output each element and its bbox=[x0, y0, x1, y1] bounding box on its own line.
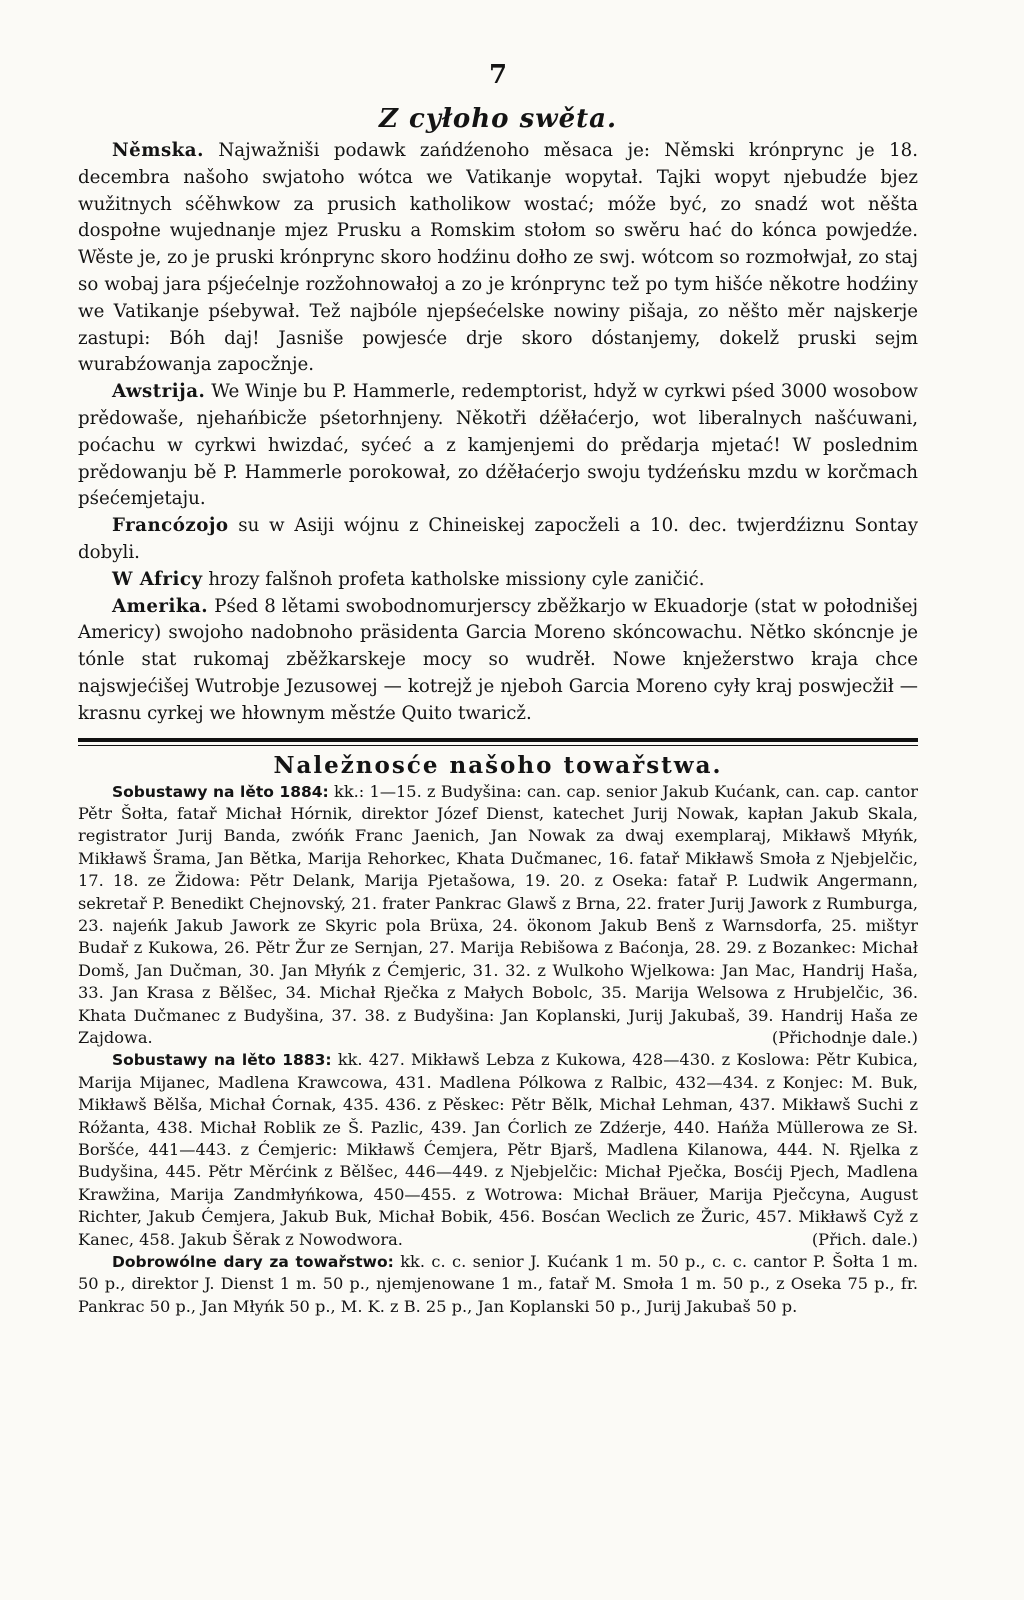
society-section bbox=[78, 1049, 918, 1251]
news-lead: Němska. bbox=[112, 140, 204, 161]
news-text: Pśed 8 lětami swobodnomurjerscy zběžkarjo w Ekuadorje (stat w połodnišej Americy) swojoho nadobnoho präsidenta Garcia Moreno skóncowachu. Nětko skóncnje je tónle stat rukomaj zběžkarskeje mocy so wudrěł. Nowe knježerstwo kraja chce najswjećišej Wutrobje Jezusowej — kotrejž je njeboh Garcia Moreno cyły kraj poswjecžił — krasnu cyrkej we hłownym městźe Quito twaricž. bbox=[78, 595, 918, 724]
news-item bbox=[78, 513, 918, 567]
society-section-text: kk.: 1—15. z Budyšina: can. cap. senior Jakub Kućank, can. cap. cantor Pětr Šołta, fatař Michał Hórnik, direktor Józef Dienst, katechet Jurij Nowak, kapłan Jakub Skala, registrator Jurij Banda, zwóńk Franc Jaenich, Jan Nowak za dwaj exemplaraj, Mikławš Młyńk, Mikławš Šrama, Jan Bětka, Marija Rehorkec, Khata Dučmanec, 16. fatař Mikławš Smoła z Njebjelčic, 17. 18. ze Židowa: Pětr Delank, Marija Pjetašowa, 19. 20. z Oseka: fatař P. Ludwik Angermann, sekretař P. Benedikt Chejnovský, 21. frater Pankrac Glawš z Brna, 22. frater Jurij Jawork z Rumburga, 23. najeńk Jakub Jawork ze Skyric pola Brüxa, 24. ökonom Jakub Benš z Warnsdorfa, 25. mištyr Budař z Kukowa, 26. Pětr Žur ze Sernjan, 27. Marija Rebišowa z Baćonja, 28. 29. z Bozankec: Michał Domš, Jan Dučman, 30. Jan Młyńk z Ćemjeric, 31. 32. z Wulkoho Wjelkowa: Jan Mac, Handrij Haša, 33. Jan Krasa z Bělšec, 34. Michał Rječka z Małych Bobolc, 35. Marija Welsowa z Hrubjelčic, 36. Khata Dučmanec z Budyšina, 37. 38. z Budyšina: Jan Koplanski, Jurij Jakubaš, 39. Handrij Haša ze Zajdowa. bbox=[78, 781, 918, 1047]
society-section-text: kk. c. c. senior J. Kućank 1 m. 50 p., c. c. cantor P. Šołta 1 m. 50 p., direktor J. Dienst 1 m. 50 p., njemjenowane 1 m., fatař M. Smoła 1 m. 50 p., z Oseka 75 p., fr. Pankrac 50 p., Jan Młyńk 50 p., M. K. z B. 25 p., Jan Koplanski 50 p., Jurij Jakubaš 50 p. bbox=[78, 1252, 918, 1316]
news-lead: Awstrija. bbox=[112, 381, 206, 403]
section-title: Z cyłoho swěta. bbox=[378, 104, 618, 134]
society-section bbox=[78, 1251, 918, 1318]
page-number: 7 bbox=[488, 60, 508, 90]
news-text: su w Asiji wójnu z Chineiskej zapocželi a 10. dec. twjerdźiznu Sontay dobyli. bbox=[78, 515, 918, 563]
news-lead: Amerika. bbox=[112, 595, 209, 617]
news-lead: Francózojo bbox=[112, 515, 229, 537]
society-news-title: Naležnosće našoho towařstwa. bbox=[273, 751, 723, 779]
society-section bbox=[78, 781, 918, 1050]
news-item bbox=[78, 379, 918, 513]
society-section-text: kk. 427. Mikławš Lebza z Kukowa, 428—430. z Koslowa: Pětr Kubica, Marija Mijanec, Madlena Krawcowa, 431. Madlena Pólkowa z Ralbic, 432—434. z Konjec: M. Buk, Mikławš Bělša, Michał Ćornak, 435. 436. z Pěskec: Pětr Bělk, Michał Lehman, 437. Mikławš Suchi z Róžanta, 438. Michał Roblik ze Š. Pazlic, 439. Jan Ćorlich ze Zdźerje, 440. Hańža Müllerowa ze Sł. Boršće, 441—443. z Ćemjeric: Mikławš Ćemjera, Pětr Bjarš, Madlena Kilanowa, 444. N. Rjelka z Budyšina, 445. Pětr Měrćink z Bělšec, 446—449. z Njebjelčic: Michał Pječka, Bosćij Pjech, Madlena Krawžina, Marija Zandmłyńkowa, 450—455. z Wotrowa: Michał Bräuer, Marija Pječcyna, August Richter, Jakub Ćemjera, Jakub Buk, Michał Bobik, 456. Bosćan Weclich ze Žuric, 457. Mikławš Cyž z Kanec, 458. Jakub Šěrak z Nowodwora. bbox=[78, 1050, 918, 1249]
news-item bbox=[78, 594, 918, 728]
news-text: We Winje bu P. Hammerle, redemptorist, hdyž w cyrkwi pśed 3000 wosobow prědowaše, njehańbicže pśetorhnjeny. Někotři dźěłaćerjo, wot liberalnych našćuwani, poćachu w cyrkwi hwizdać, syćeć a z kamjenjemi do prědarja mjetać! W poslednim prědowanju bě P. Hammerle porokował, zo dźěłaćerjo swoju tydźeńsku mzdu w korčmach pśećemjetaju. bbox=[78, 381, 918, 510]
divider-thin bbox=[78, 745, 918, 746]
news-item bbox=[78, 567, 918, 594]
society-section-lead: Sobustawy na lěto 1883: bbox=[112, 1051, 332, 1070]
continued-note: (Přichodnje dale.) bbox=[771, 1028, 918, 1047]
news-text: hrozy falšnoh profeta katholske missiony cyle zaničić. bbox=[208, 568, 705, 590]
society-section-lead: Dobrowólne dary za towařstwo: bbox=[112, 1253, 394, 1272]
divider-thick bbox=[78, 738, 918, 742]
news-item bbox=[78, 138, 918, 379]
continued-note: (Přich. dale.) bbox=[811, 1229, 918, 1249]
news-lead: W Africy bbox=[112, 568, 203, 590]
society-section-lead: Sobustawy na lěto 1884: bbox=[112, 782, 329, 801]
news-text: Najwažniši podawk zańdźenoho měsaca je: Němski krónprync je 18. decembra našoho swjatoho wótca we Vatikanje wopytał. Tajki wopyt njebudźe bjez wužitnych sćěhwkow za prusich katholikow wostać; móže być, zo snadź wot něšta dospołne wujednanje mjez Prusku a Romskim stołom so swěru hać do kónca powjedźe. Wěste je, zo je pruski krónprync skoro hodźinu dołho ze swj. wótcom so rozmołwjał, zo staj so wobaj jara pśjećelnje rozžohnowałoj a zo je krónprync tež po tym hišće někotre hodźiny we Vatikanje pśebywał. Tež najbóle njepśećelske nowiny pišaja, zo něšto měr najskerje zastupi: Bóh daj! Jasniše powjesće drje skoro dóstanjemy, dokelž pruski sejm wurabźowanja zapocžnje. bbox=[78, 140, 918, 376]
page bbox=[78, 60, 918, 1318]
